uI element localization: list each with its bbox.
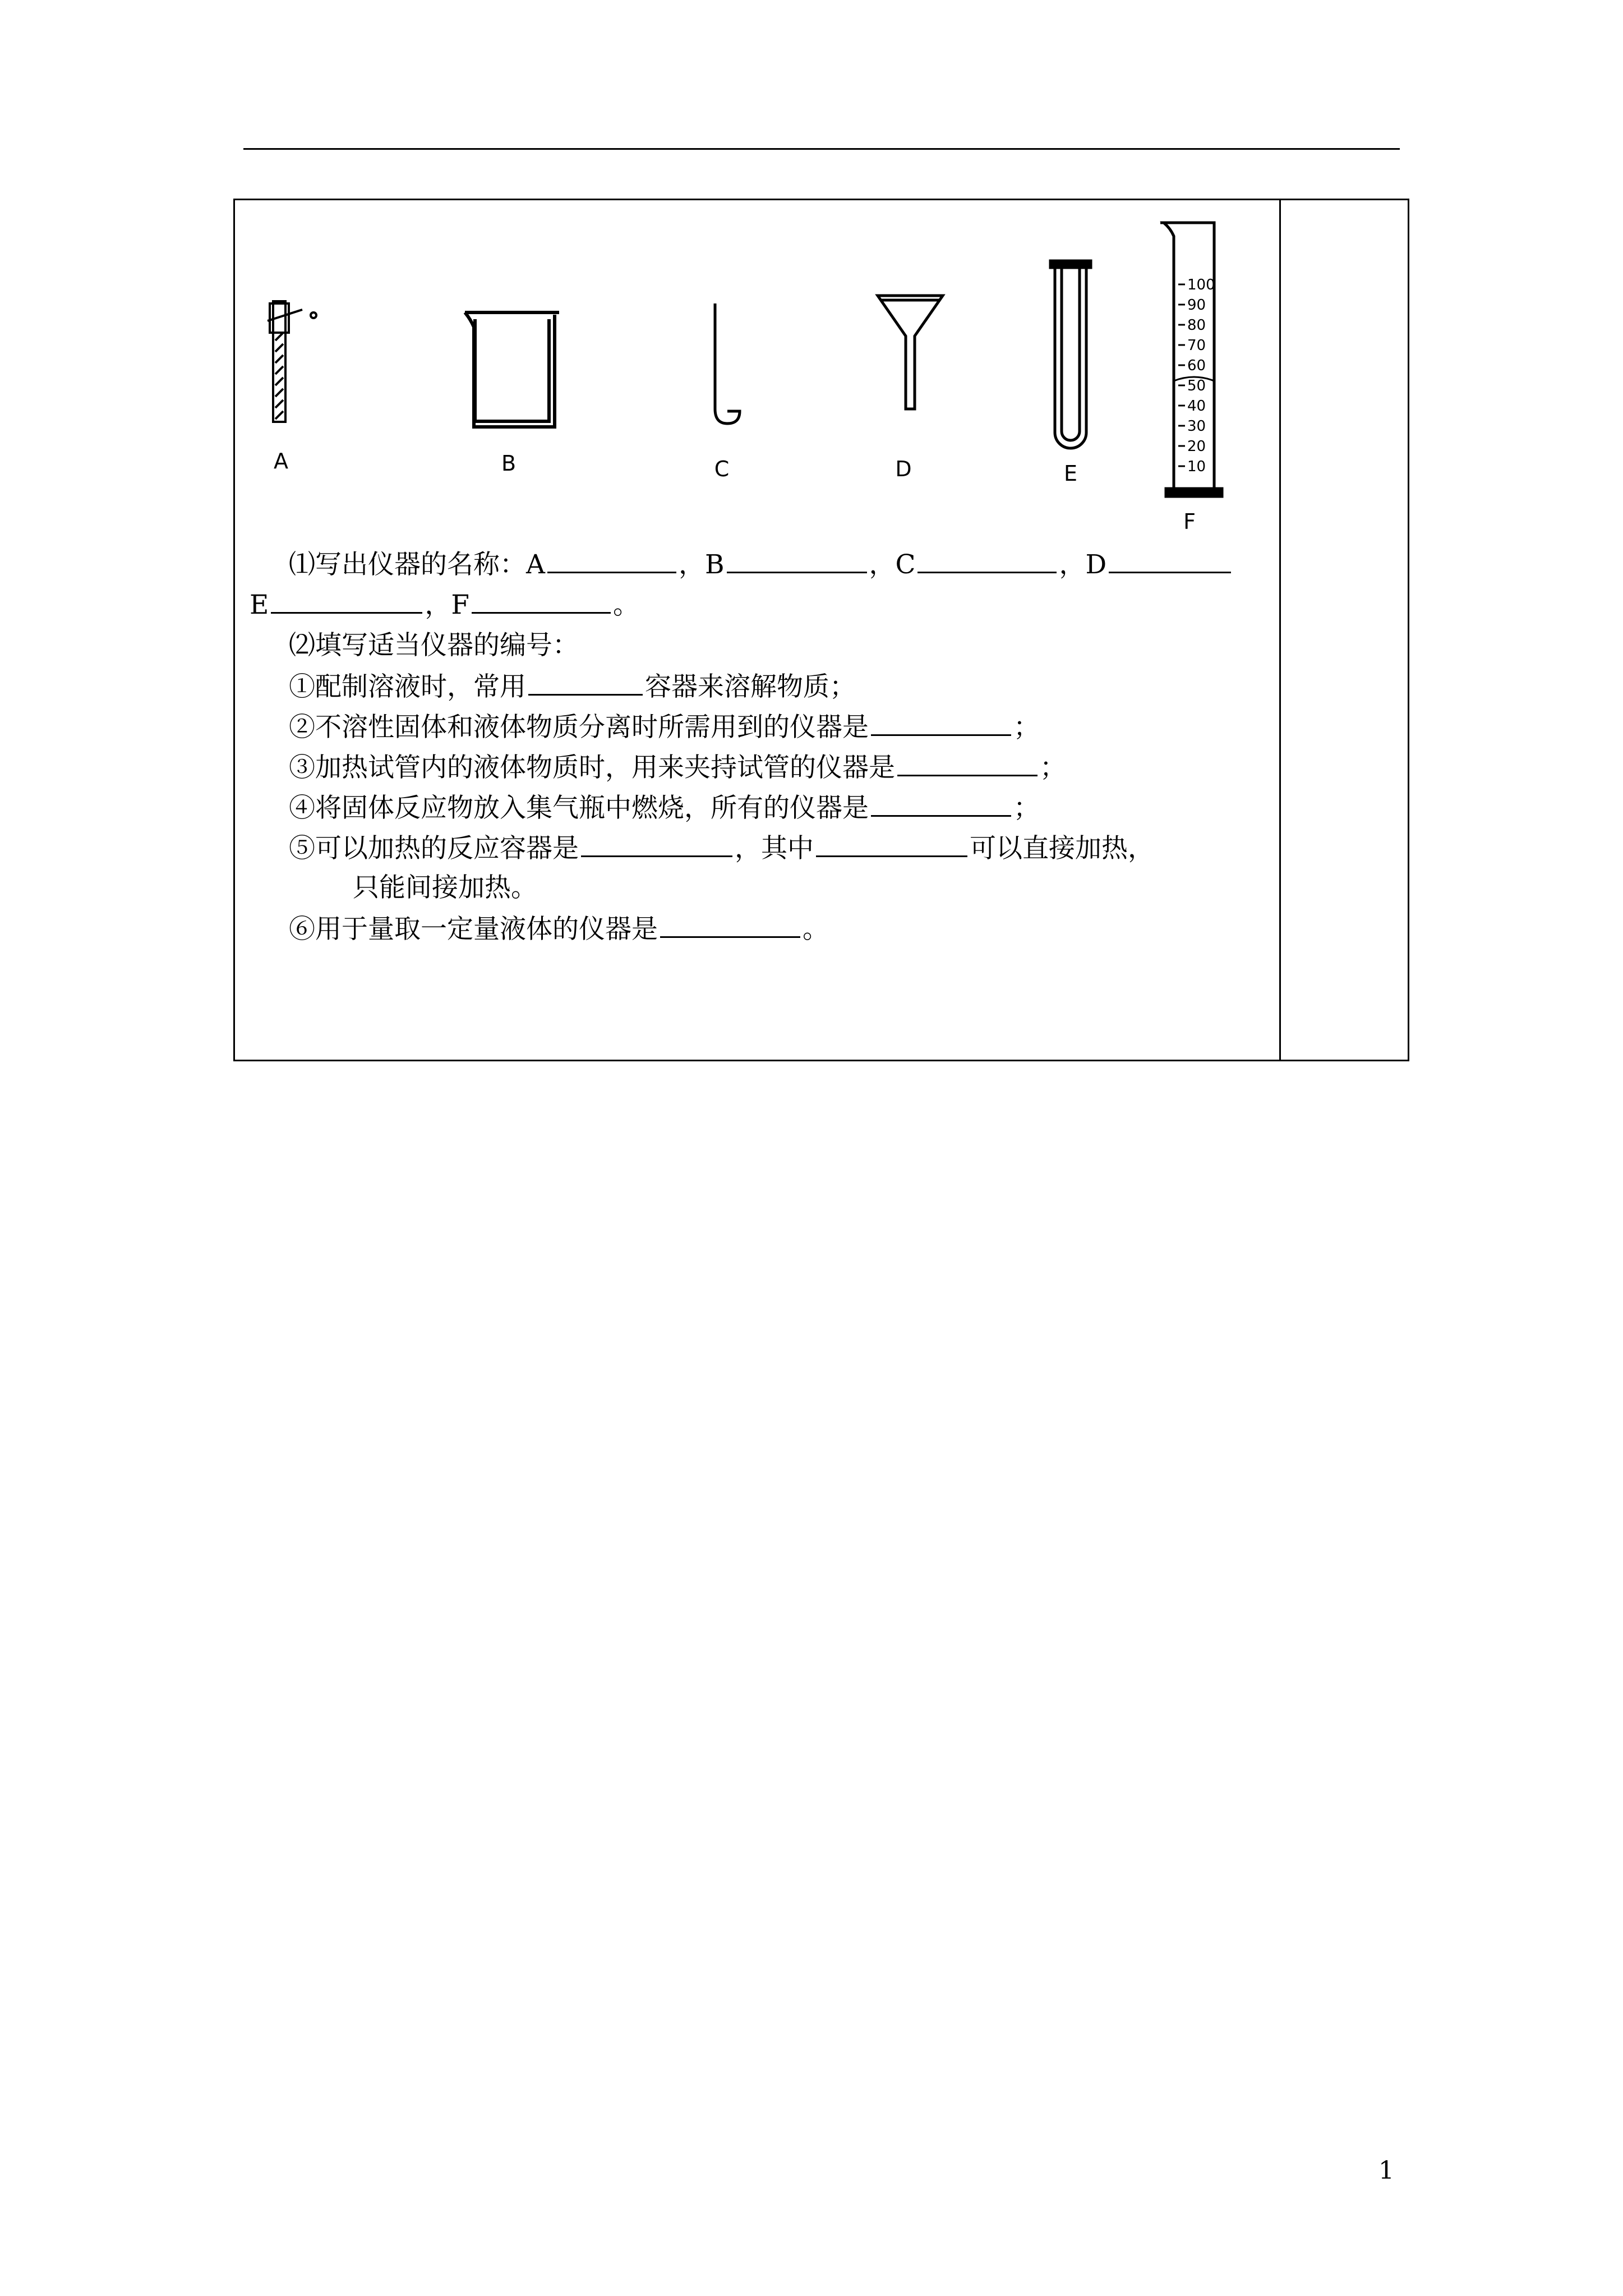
scale-label-80: 80 [1187, 317, 1206, 334]
answer-blank-item5a[interactable] [581, 831, 732, 857]
funnel-drawing [878, 296, 943, 409]
label-d: D [1085, 549, 1107, 580]
answer-blank-item3[interactable] [897, 750, 1038, 776]
label-b: B [704, 549, 725, 580]
item5-text-b: ，其中 [735, 833, 814, 864]
item6-text: ⑥用于量取一定量液体的仪器是 [289, 914, 658, 945]
question1-prompt: ⑴写出仪器的名称： [289, 549, 526, 580]
apparatus-label-d: D [895, 457, 912, 481]
label-a: A [526, 549, 545, 580]
answer-blank-b[interactable] [727, 547, 867, 573]
side-column-divider [1279, 200, 1281, 1060]
apparatus-label-c: C [714, 457, 730, 481]
separator: ， [869, 549, 896, 580]
scale-label-10: 10 [1187, 458, 1206, 475]
question1-line2 [250, 587, 639, 622]
item3-semicolon: ； [1040, 752, 1066, 783]
scale-label-60: 60 [1187, 357, 1206, 374]
item4-text: ④将固体反应物放入集气瓶中燃烧，所有的仪器是 [289, 793, 869, 823]
item5-text-c: 可以直接加热， [970, 833, 1154, 864]
item4-semicolon: ； [1013, 793, 1040, 823]
apparatus-label-b: B [501, 451, 517, 476]
label-e: E [250, 590, 269, 620]
separator: ， [425, 590, 451, 620]
item2-text: ②不溶性固体和液体物质分离时所需用到的仪器是 [289, 712, 869, 743]
test-tube-drawing [1050, 261, 1091, 448]
item1-text-b: 容器来溶解物质； [645, 671, 856, 702]
label-c: C [895, 549, 916, 580]
scale-label-70: 70 [1187, 337, 1206, 354]
question2-item3 [289, 750, 1066, 785]
end-mark: 。 [612, 590, 639, 620]
answer-blank-item2[interactable] [871, 710, 1011, 736]
answer-blank-d[interactable] [1109, 547, 1231, 573]
combustion-spoon-drawing [715, 303, 740, 424]
question2-item5 [289, 831, 1154, 866]
scale-label-20: 20 [1187, 438, 1206, 455]
question2-item1 [289, 669, 856, 704]
answer-blank-e[interactable] [271, 587, 422, 614]
item6-period: 。 [803, 914, 829, 945]
separator: ， [1059, 549, 1086, 580]
question2-item4 [289, 790, 1040, 825]
apparatus-label-f: F [1183, 509, 1196, 534]
item3-text: ③加热试管内的液体物质时，用来夹持试管的仪器是 [289, 752, 895, 783]
item2-semicolon: ； [1013, 712, 1040, 743]
answer-blank-f[interactable] [472, 587, 611, 614]
apparatus-label-e: E [1063, 461, 1078, 486]
scale-label-30: 30 [1187, 418, 1206, 435]
label-f: F [451, 590, 469, 620]
separator: ， [678, 549, 705, 580]
answer-blank-item5b[interactable] [816, 831, 967, 857]
answer-blank-c[interactable] [917, 547, 1057, 573]
item5-text-a: ⑤可以加热的反应容器是 [289, 833, 579, 864]
apparatus-figure [235, 200, 1272, 548]
worksheet-table [233, 199, 1409, 1061]
question1-line1 [289, 547, 1233, 582]
scale-label-50: 50 [1187, 378, 1206, 394]
question2-item6 [289, 912, 829, 946]
cylinder-scale [1178, 284, 1185, 466]
test-tube-holder-drawing [268, 301, 316, 422]
answer-blank-item6[interactable] [660, 912, 800, 938]
scale-label-100: 100 [1187, 277, 1215, 293]
page-number: 1 [1378, 2156, 1394, 2185]
answer-blank-item1[interactable] [528, 669, 643, 696]
item1-text-a: ①配制溶液时，常用 [289, 671, 526, 702]
answer-blank-item4[interactable] [871, 790, 1011, 817]
question2-prompt: ⑵填写适当仪器的编号： [289, 630, 579, 661]
answer-blank-a[interactable] [547, 547, 676, 573]
header-rule [243, 148, 1400, 150]
question2-item2 [289, 710, 1040, 744]
scale-label-90: 90 [1187, 297, 1206, 314]
scale-label-40: 40 [1187, 398, 1206, 415]
beaker-drawing [465, 312, 559, 427]
question2-item5-cont: 只能间接加热。 [353, 872, 537, 903]
apparatus-label-a: A [274, 449, 288, 473]
